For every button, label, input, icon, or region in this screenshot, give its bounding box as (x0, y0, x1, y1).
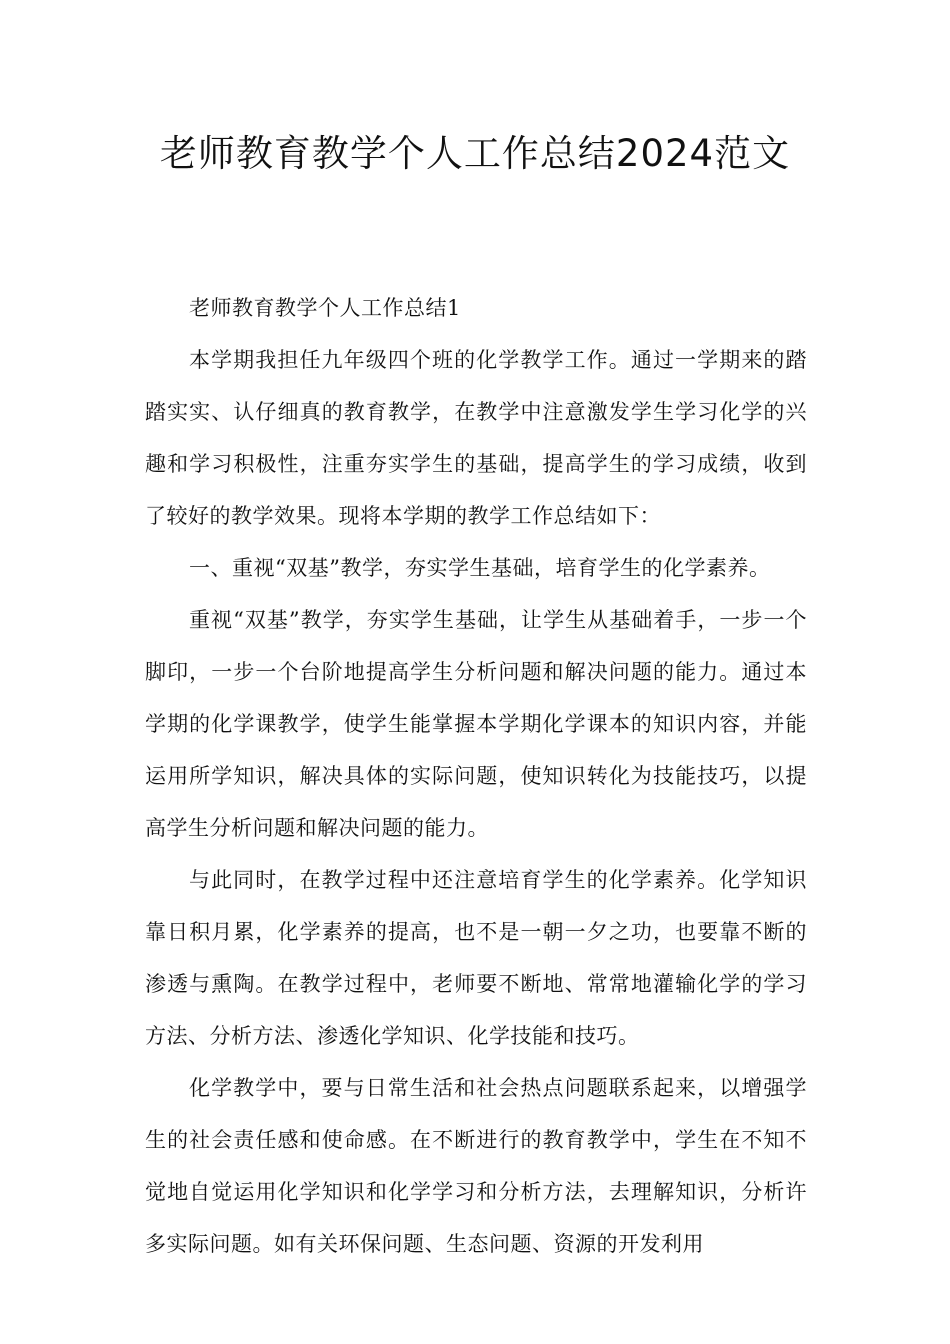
subsection-heading-1: 一、重视“双基”教学，夯实学生基础，培育学生的化学素养。 (189, 556, 771, 580)
paragraph-basics: 重视“双基”教学，夯实学生基础，让学生从基础着手，一步一个脚印，一步一个台阶地提高学生分析问题和解决问题的能力。通过本学期的化学课教学，使学生能掌握本学期化学课本的知识内容，并能运用所学知识，解决具体的实际问题，使知识转化为技能技巧，以提高学生分析问题和解决问题的能力。 (145, 608, 807, 840)
paragraph-literacy: 与此同时，在教学过程中还注意培育学生的化学素养。化学知识靠日积月累，化学素养的提高，也不是一朝一夕之功，也要靠不断的渗透与熏陶。在教学过程中，老师要不断地、常常地灌输化学的学习方法、分析方法、渗透化学知识、化学技能和技巧。 (145, 868, 807, 1048)
document-body (145, 282, 807, 1270)
section-heading: 老师教育教学个人工作总结1 (189, 296, 461, 320)
document-title: 老师教育教学个人工作总结2024范文 (159, 132, 791, 175)
paragraph-intro: 本学期我担任九年级四个班的化学教学工作。通过一学期来的踏踏实实、认仔细真的教育教学，在教学中注意激发学生学习化学的兴趣和学习积极性，注重夯实学生的基础，提高学生的学习成绩，收到了较好的教学效果。现将本学期的教学工作总结如下： (145, 348, 807, 528)
paragraph-society: 化学教学中，要与日常生活和社会热点问题联系起来，以增强学生的社会责任感和使命感。在不断进行的教育教学中，学生在不知不觉地自觉运用化学知识和化学学习和分析方法，去理解知识，分析许多实际问题。如有关环保问题、生态问题、资源的开发利用 (145, 1076, 807, 1256)
